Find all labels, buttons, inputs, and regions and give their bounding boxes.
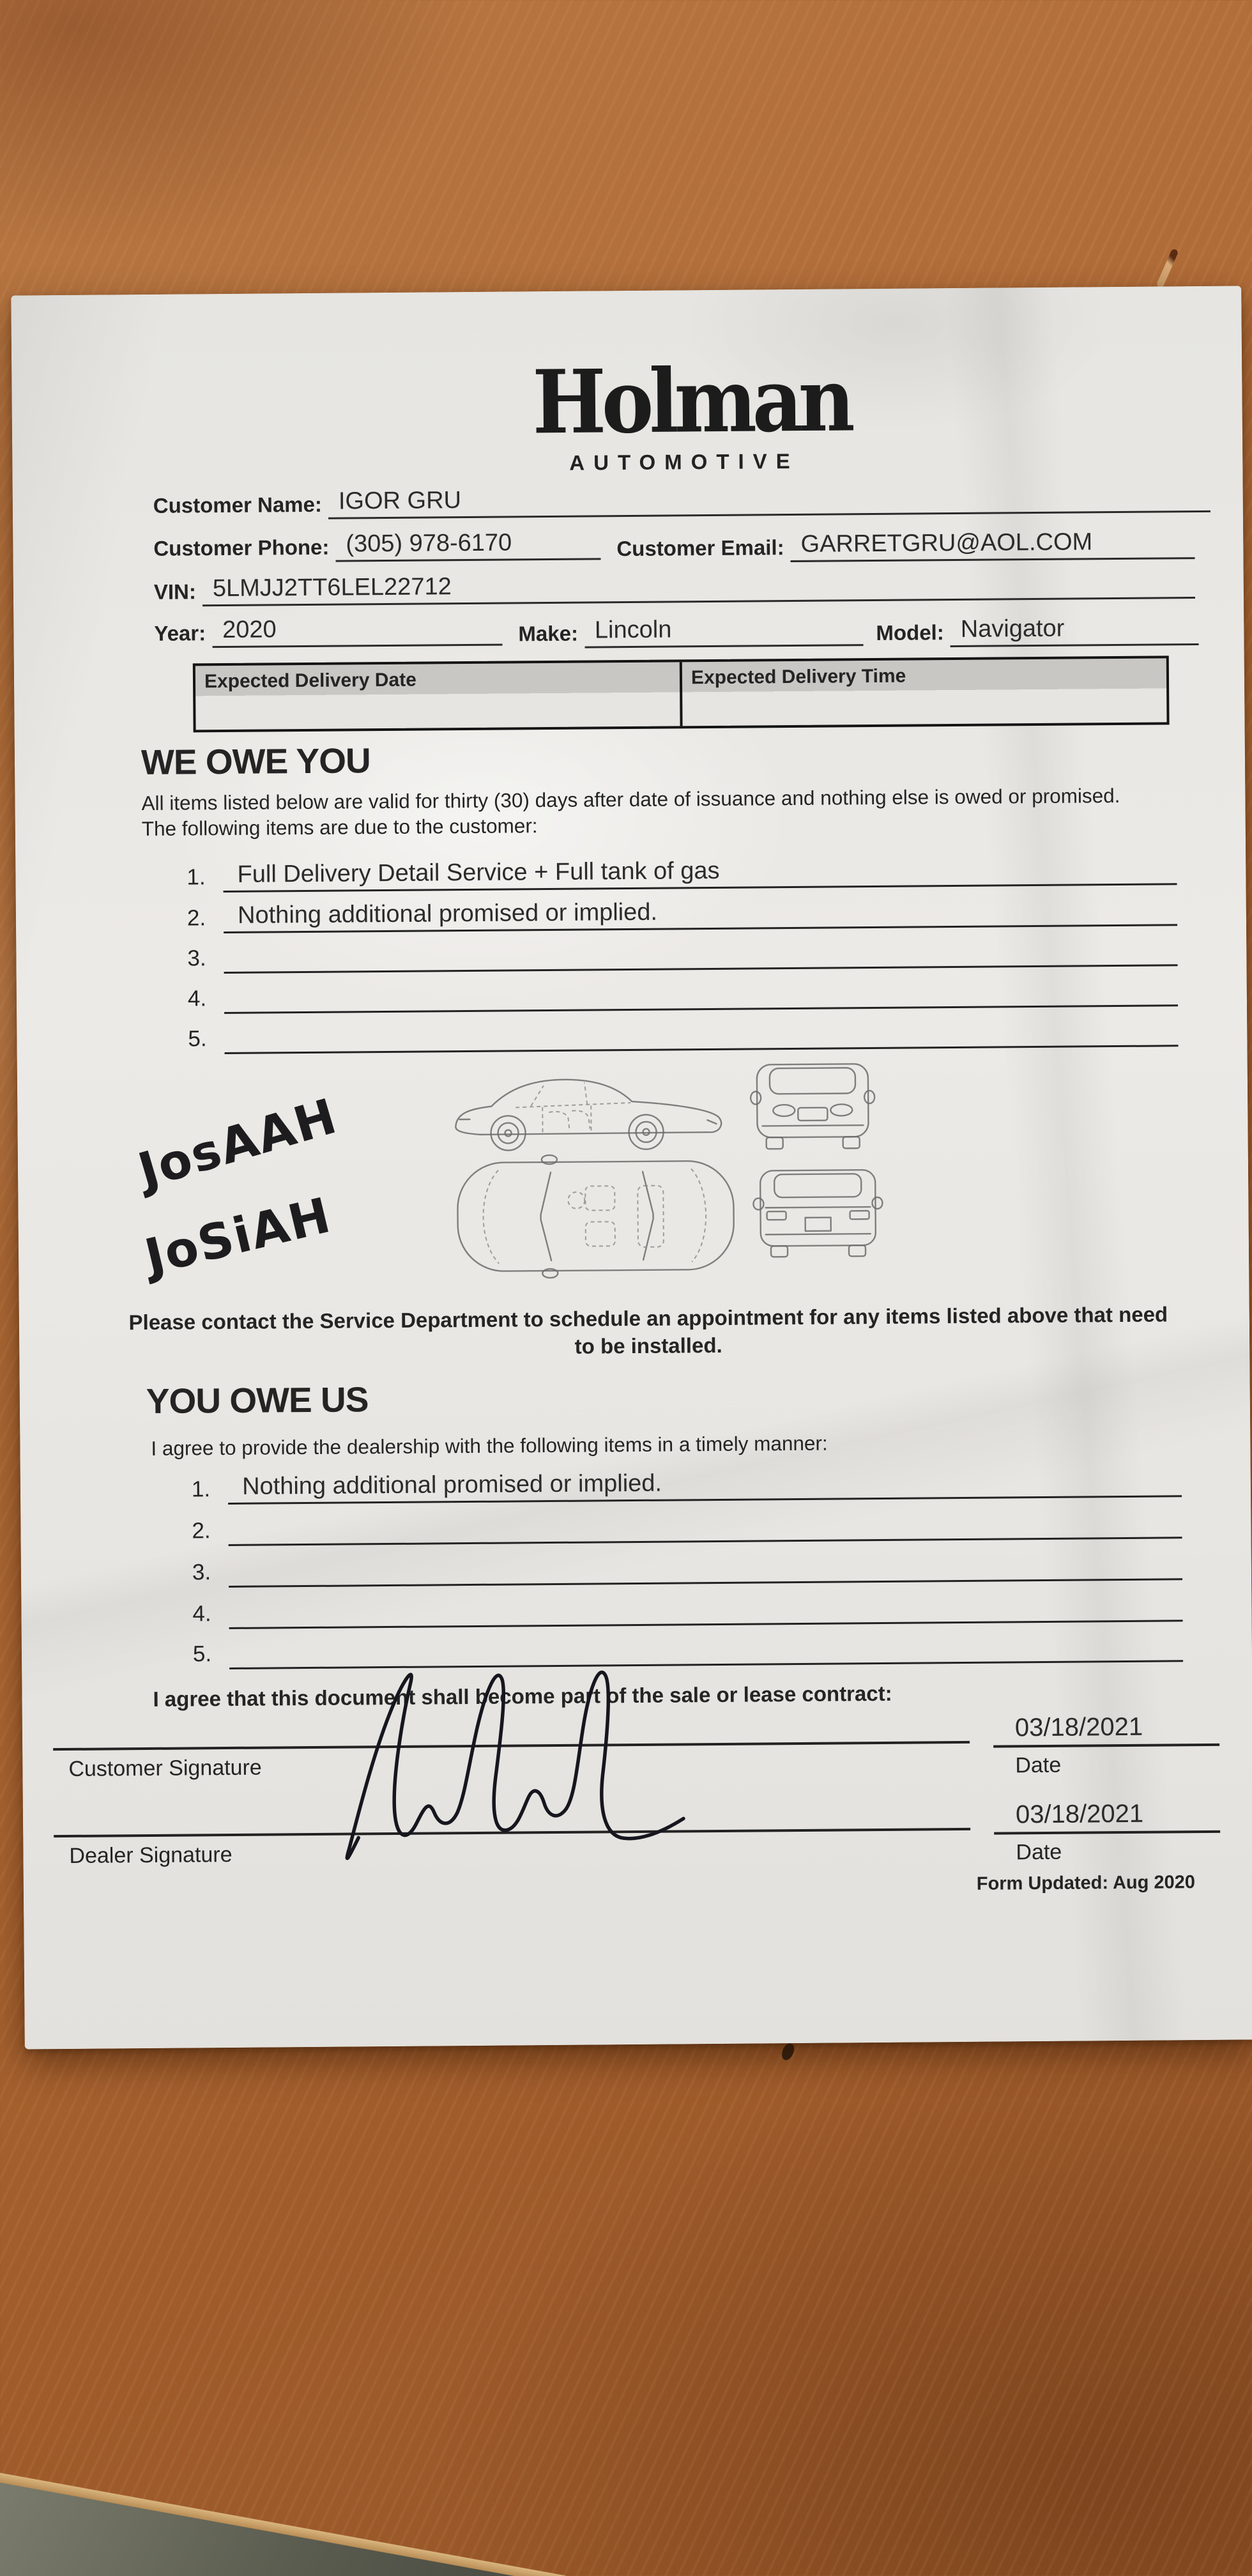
- year-value: 2020: [212, 615, 503, 648]
- customer-phone-label: Customer Phone:: [153, 535, 330, 560]
- item-text: Nothing additional promised or implied.: [228, 1466, 1182, 1505]
- make-row: [518, 615, 863, 648]
- customer-date-label: Date: [1015, 1752, 1062, 1778]
- holman-logo: Holman: [531, 348, 851, 454]
- vehicle-front-view: [751, 1064, 875, 1149]
- item-text: [229, 1535, 1182, 1546]
- item-number: 4.: [192, 1601, 211, 1627]
- you-owe-us-intro: I agree to provide the dealership with the following items in a timely manner:: [151, 1431, 828, 1460]
- you-owe-item-4: [192, 1588, 1182, 1629]
- item-number: 2.: [192, 1518, 211, 1544]
- item-text: Full Delivery Detail Service + Full tank of gas: [223, 854, 1177, 893]
- dealer-date-value: 03/18/2021: [994, 1799, 1220, 1835]
- customer-phone-row: [153, 528, 600, 563]
- model-value: Navigator: [950, 614, 1199, 647]
- item-text: [224, 962, 1178, 974]
- vin-label: VIN:: [153, 579, 197, 604]
- customer-name-label: Customer Name:: [153, 492, 323, 518]
- we-owe-you-form: [11, 286, 1252, 2049]
- make-label: Make:: [518, 621, 579, 646]
- you-owe-item-1: [192, 1464, 1182, 1505]
- agreement-text: I agree that this document shall become part of the sale or lease contract:: [153, 1681, 892, 1711]
- vin-row: [154, 567, 1195, 607]
- expected-delivery-date-header: Expected Delivery Date: [204, 669, 416, 693]
- form-updated-note: Form Updated: Aug 2020: [976, 1872, 1196, 1894]
- vehicle-side-view: [455, 1078, 722, 1151]
- item-number: 5.: [188, 1026, 207, 1052]
- customer-name-value: IGOR GRU: [328, 481, 1210, 519]
- you-owe-item-3: [192, 1547, 1182, 1588]
- we-owe-item-2: [187, 893, 1177, 933]
- item-text: [224, 1002, 1178, 1014]
- item-number: 1.: [191, 1476, 211, 1502]
- vehicle-diagram: [447, 1052, 896, 1285]
- customer-date-value: 03/18/2021: [993, 1712, 1219, 1748]
- item-text: [229, 1576, 1182, 1588]
- dealer-date-label: Date: [1016, 1839, 1062, 1865]
- customer-phone-value: (305) 978-6170: [335, 528, 600, 562]
- model-row: [876, 614, 1198, 648]
- handwritten-name-2: JoSiAH: [139, 1186, 337, 1286]
- year-row: [154, 615, 502, 648]
- floor-beyond-table: [0, 2466, 575, 2576]
- vehicle-rear-view: [753, 1170, 883, 1257]
- vin-value: 5LMJJ2TT6LEL22712: [202, 567, 1195, 606]
- we-owe-you-intro-2: The following items are due to the customer:: [141, 814, 538, 841]
- we-owe-item-3: [187, 933, 1177, 974]
- we-owe-item-5: [188, 1013, 1178, 1054]
- item-text: Nothing additional promised or implied.: [224, 894, 1177, 933]
- wood-scratch: [1156, 249, 1179, 289]
- make-value: Lincoln: [584, 615, 864, 648]
- handwritten-name-1: JosAAH: [132, 1087, 344, 1200]
- dealer-signature-label: Dealer Signature: [69, 1842, 233, 1868]
- vehicle-top-view: [457, 1154, 734, 1278]
- customer-signature-label: Customer Signature: [68, 1755, 262, 1781]
- model-label: Model:: [876, 620, 944, 645]
- item-number: 2.: [187, 905, 206, 931]
- we-owe-you-title: WE OWE YOU: [141, 740, 370, 783]
- customer-email-value: GARRETGRU@AOL.COM: [790, 528, 1195, 562]
- year-label: Year:: [154, 621, 206, 645]
- we-owe-item-4: [188, 973, 1178, 1014]
- item-text: [229, 1618, 1183, 1629]
- service-note: Please contact the Service Department to schedule an appointment for any items listed above that need to be installed.: [128, 1302, 1168, 1358]
- you-owe-item-2: [192, 1505, 1182, 1546]
- item-number: 5.: [192, 1641, 212, 1667]
- customer-signature-scribble: [296, 1643, 784, 1876]
- we-owe-item-1: [187, 852, 1177, 893]
- expected-delivery-table: [193, 656, 1170, 732]
- we-owe-you-intro-1: All items listed below are valid for thirty (30) days after date of issuance and nothing else is owed or promised.: [141, 783, 1120, 815]
- wood-speck: [780, 2042, 796, 2062]
- you-owe-us-title: YOU OWE US: [146, 1379, 369, 1421]
- item-text: [225, 1043, 1179, 1054]
- expected-delivery-time-header: Expected Delivery Time: [680, 658, 1167, 726]
- item-number: 4.: [187, 986, 207, 1011]
- customer-email-row: [616, 528, 1195, 564]
- customer-email-label: Customer Email:: [616, 535, 784, 561]
- item-number: 1.: [187, 864, 206, 890]
- item-number: 3.: [187, 946, 206, 971]
- customer-name-row: [153, 481, 1210, 521]
- brand-subtitle: AUTOMOTIVE: [569, 448, 799, 475]
- item-number: 3.: [192, 1560, 211, 1585]
